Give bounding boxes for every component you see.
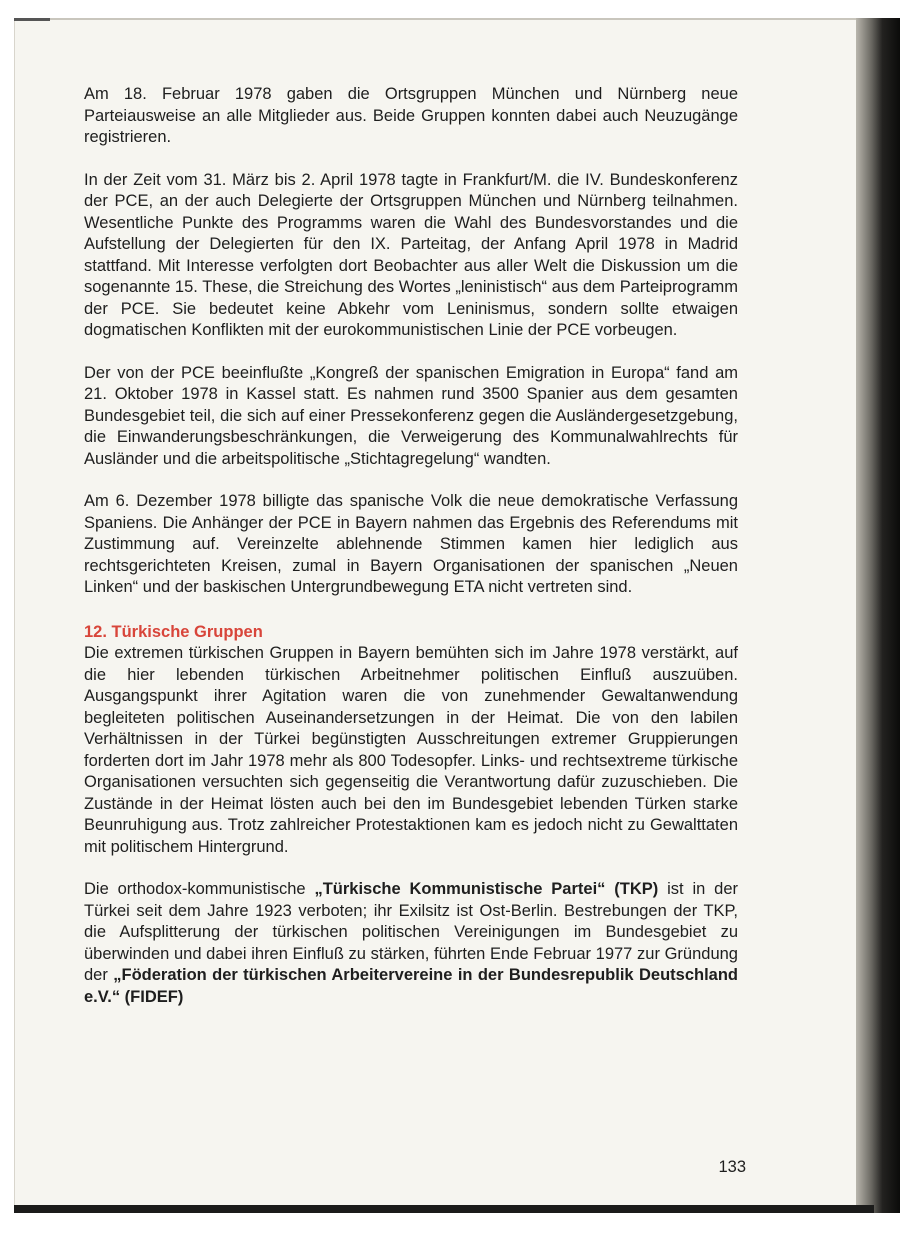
page-corner-mark <box>14 18 50 21</box>
page-bottom-edge <box>14 1205 874 1213</box>
paragraph-1: Am 18. Februar 1978 gaben die Ortsgruppen München und Nürnberg neue Parteiausweise an alle Mitglieder aus. Beide Gruppen konnten dabei auch Neuzugänge registrieren. <box>84 85 738 146</box>
section-paragraph-1: Die extremen türkischen Gruppen in Bayern bemühten sich im Jahre 1978 verstärkt, auf die hier lebenden türkischen Arbeitnehmer politischen Einfluß auszuüben. Ausgangspunkt ihrer Agitation waren die von zunehmender Gewaltanwendung begleiteten politischen Auseinandersetzungen in der Heimat. Die von den labilen Verhältnissen in der Türkei begünstigten Ausschreitungen extremer Gruppierungen forderten dort im Jahr 1978 mehr als 800 Todesopfer. Links- und rechtsextreme türkische Organisationen versuchten sich gegenseitig die Verantwortung dafür zuzuschieben. Die Zustände in der Heimat lösten auch bei den im Bundesgebiet lebenden Türken starke Beunruhigung aus. Trotz zahlreicher Protestaktionen kam es jedoch nicht zu Gewalttaten mit politischem Hintergrund. <box>84 644 738 856</box>
page-body <box>84 84 738 1008</box>
section-paragraph-2-text-a: Die orthodox-kommunistische <box>84 880 315 898</box>
tkp-organisation-name: „Türkische Kommunistische Partei“ (TKP) <box>314 880 659 898</box>
book-spine-shadow <box>856 18 900 1223</box>
section-heading: 12. Türkische Gruppen <box>84 622 263 641</box>
paragraph-4: Am 6. Dezember 1978 billigte das spanische Volk die neue demokratische Verfassung Spaniens. Die Anhänger der PCE in Bayern nahmen das Ergebnis des Referendums mit Zustimmung auf. Vereinzelte ablehnende Stimmen kamen hier lediglich aus rechtsgerichteten Kreisen, zumal in Bayern Organisationen der spanischen „Neuen Linken“ und der baskischen Untergrundbewegung ETA nicht vertreten sind. <box>84 492 738 596</box>
section-paragraph-2-text-b: ist in der Türkei seit dem Jahre 1923 verboten; ihr Exilsitz ist Ost-Berlin. Bestrebungen der TKP, die Aufsplitterung der türkischen politischen Vereinigungen im Bundesgebiet zu überwinden und dabei ihren Einfluß zu stärken, führten Ende Februar 1977 zur Gründung der <box>84 880 738 984</box>
section-spacer <box>84 599 738 622</box>
page-number: 133 <box>718 1158 746 1176</box>
scan-border <box>0 1213 900 1235</box>
paragraph-3: Der von der PCE beeinflußte „Kongreß der spanischen Emigration in Europa“ fand am 21. Oktober 1978 in Kassel statt. Es nahmen rund 3500 Spanier aus dem gesamten Bundesgebiet teil, die sich auf einer Pressekonferenz gegen die Ausländergesetzgebung, die Einwanderungsbeschränkungen, die Verweigerung des Kommunalwahlrechts für Ausländer und die arbeitspolitische „Stichtagregelung“ wandten. <box>84 363 738 468</box>
fidef-organisation-name: „Föderation der türkischen Arbeitervereine in der Bundesrepublik Deutschland e.V.“ (FIDEF) <box>84 966 738 1006</box>
paragraph-2: In der Zeit vom 31. März bis 2. April 1978 tagte in Frankfurt/M. die IV. Bundeskonferenz der PCE, an der auch Delegierte der Ortsgruppen München und Nürnberg teilnahmen. Wesentliche Punkte des Programms waren die Wahl des Bundesvorstandes und die Aufstellung der Delegierten für den IX. Parteitag, der Anfang April 1978 in Madrid stattfand. Mit Interesse verfolgten dort Beobachter aus aller Welt die Diskussion um die sogenannte 15. These, die Streichung des Wortes „leninistisch“ aus dem Parteiprogramm der PCE. Sie bedeutet keine Abkehr vom Leninismus, sondern sollte etwaigen dogmatischen Konflikten mit der eurokommunistischen Linie der PCE vorbeugen. <box>84 170 738 339</box>
section-paragraph-2 <box>84 879 738 1008</box>
